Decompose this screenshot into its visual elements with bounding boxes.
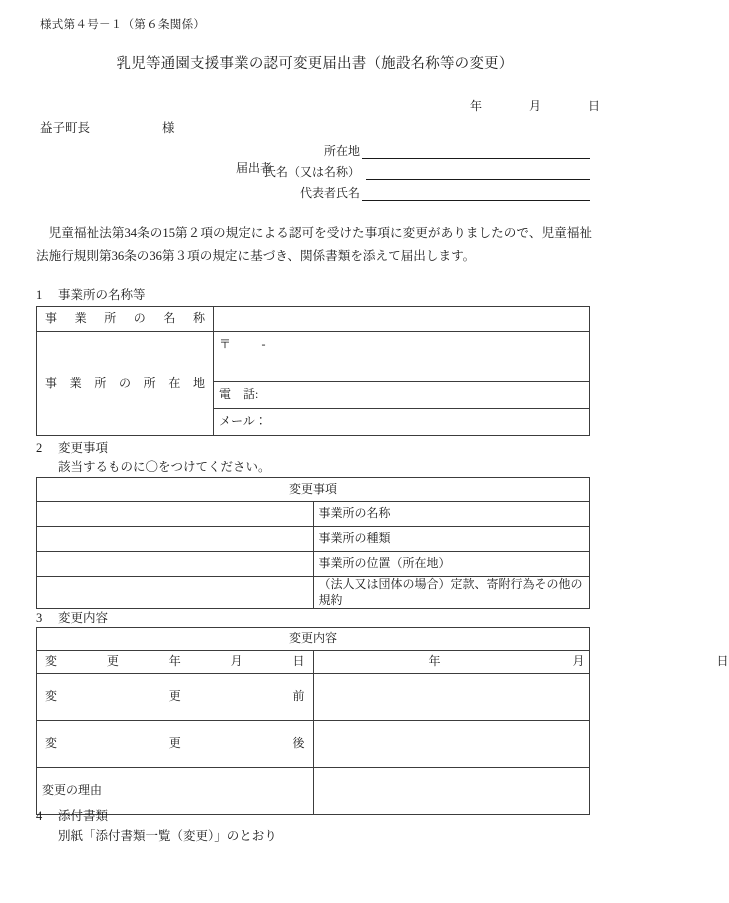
change-item-check-0[interactable]	[37, 502, 314, 527]
submitter-representative-row	[236, 180, 590, 201]
facility-mail-value[interactable]	[214, 409, 590, 436]
section-1-number: 1	[36, 288, 43, 302]
submitter-address-row	[236, 138, 590, 159]
submitter-address-input[interactable]	[362, 145, 590, 159]
submitter-name-input[interactable]	[366, 166, 590, 180]
addressee-name: 益子町長	[40, 121, 91, 135]
change-item-check-2[interactable]	[37, 552, 314, 577]
date-year-label: 年	[470, 99, 483, 113]
facility-tel-label: 電 話:	[219, 387, 259, 402]
section-3-number: 3	[36, 611, 43, 625]
section-1-heading	[36, 285, 146, 303]
section-4-heading	[36, 806, 108, 824]
table-row	[37, 527, 590, 552]
table-row	[37, 332, 590, 382]
change-before-value[interactable]	[313, 674, 590, 721]
change-item-label-2: 事業所の位置（所在地）	[313, 552, 590, 577]
table-row	[37, 674, 590, 721]
section-4-title: 添付書類	[58, 809, 109, 823]
table-header-row	[37, 478, 590, 502]
addressee	[40, 118, 175, 136]
change-date-year-label: 年	[428, 654, 441, 669]
section-1-title: 事業所の名称等	[58, 288, 146, 302]
table-row	[37, 577, 590, 609]
change-date-value[interactable]	[313, 651, 729, 674]
facility-tel-value[interactable]	[214, 382, 590, 409]
change-item-check-3[interactable]	[37, 577, 314, 609]
table-row	[37, 307, 590, 332]
submitter-representative-label: 代表者氏名	[299, 186, 360, 200]
form-code: 様式第４号－１（第６条関係）	[40, 19, 206, 31]
change-item-label-0: 事業所の名称	[313, 502, 590, 527]
facility-name-value[interactable]	[214, 307, 590, 332]
section-2-note: 該当するものに〇をつけてください。	[58, 460, 271, 474]
change-date-label: 変更年月日	[37, 651, 314, 674]
change-before-label: 変更前	[37, 674, 314, 721]
change-item-check-1[interactable]	[37, 527, 314, 552]
change-item-label-3: （法人又は団体の場合）定款、寄附行為その他の規約	[313, 577, 590, 609]
section-3-heading	[36, 608, 108, 626]
facility-mail-label: メール：	[219, 414, 267, 429]
facility-address-label: 事業所の所在地	[37, 332, 214, 436]
section-3-title: 変更内容	[58, 611, 109, 625]
facility-name-label: 事業所の名称	[37, 307, 214, 332]
submitter-name-label: 氏名（又は名称）	[263, 165, 360, 179]
addressee-honorific: 様	[162, 121, 175, 135]
change-items-header: 変更事項	[37, 478, 590, 502]
postal-dash: -	[261, 337, 266, 351]
submission-date-line	[470, 97, 600, 114]
submitter-representative-input[interactable]	[362, 187, 590, 201]
postal-mark-icon: 〒	[219, 337, 232, 351]
change-content-table	[36, 627, 729, 815]
change-date-placeholders	[429, 654, 729, 670]
change-date-day-label: 日	[716, 654, 729, 669]
change-content-header: 変更内容	[37, 628, 590, 651]
table-row	[37, 721, 590, 768]
change-date-month-label: 月	[572, 654, 585, 669]
body-paragraph: 児童福祉法第34条の15第２項の規定による認可を受けた事項に変更がありましたので、児童福祉法施行規則第36条の36第３項の規定に基づき、関係書類を添えて届出します。	[36, 226, 592, 264]
date-month-label: 月	[528, 99, 541, 113]
change-items-table	[36, 477, 590, 609]
table-header-row	[37, 628, 590, 651]
change-reason-label: 変更の理由	[37, 768, 314, 815]
table-row	[37, 768, 590, 815]
submitter-block	[236, 138, 590, 201]
date-day-label: 日	[587, 99, 600, 113]
facility-table	[36, 306, 590, 436]
table-row	[37, 552, 590, 577]
change-item-label-1: 事業所の種類	[313, 527, 590, 552]
table-row	[37, 502, 590, 527]
submitter-name-row	[236, 159, 590, 180]
table-row	[37, 651, 590, 674]
section-2-heading	[36, 438, 108, 456]
facility-postal-value[interactable]	[214, 332, 590, 382]
submitter-address-label: 所在地	[323, 144, 360, 158]
submitter-label: 届出者	[236, 161, 273, 175]
section-4-number: 4	[36, 809, 43, 823]
section-4-note: 別紙「添付書類一覧（変更）」のとおり	[58, 829, 277, 843]
change-after-value[interactable]	[313, 721, 590, 768]
change-after-label: 変更後	[37, 721, 314, 768]
page-title: 乳児等通園支援事業の認可変更届出書（施設名称等の変更）	[116, 56, 514, 72]
change-reason-value[interactable]	[313, 768, 590, 815]
section-2-number: 2	[36, 441, 43, 455]
section-2-title: 変更事項	[58, 441, 109, 455]
